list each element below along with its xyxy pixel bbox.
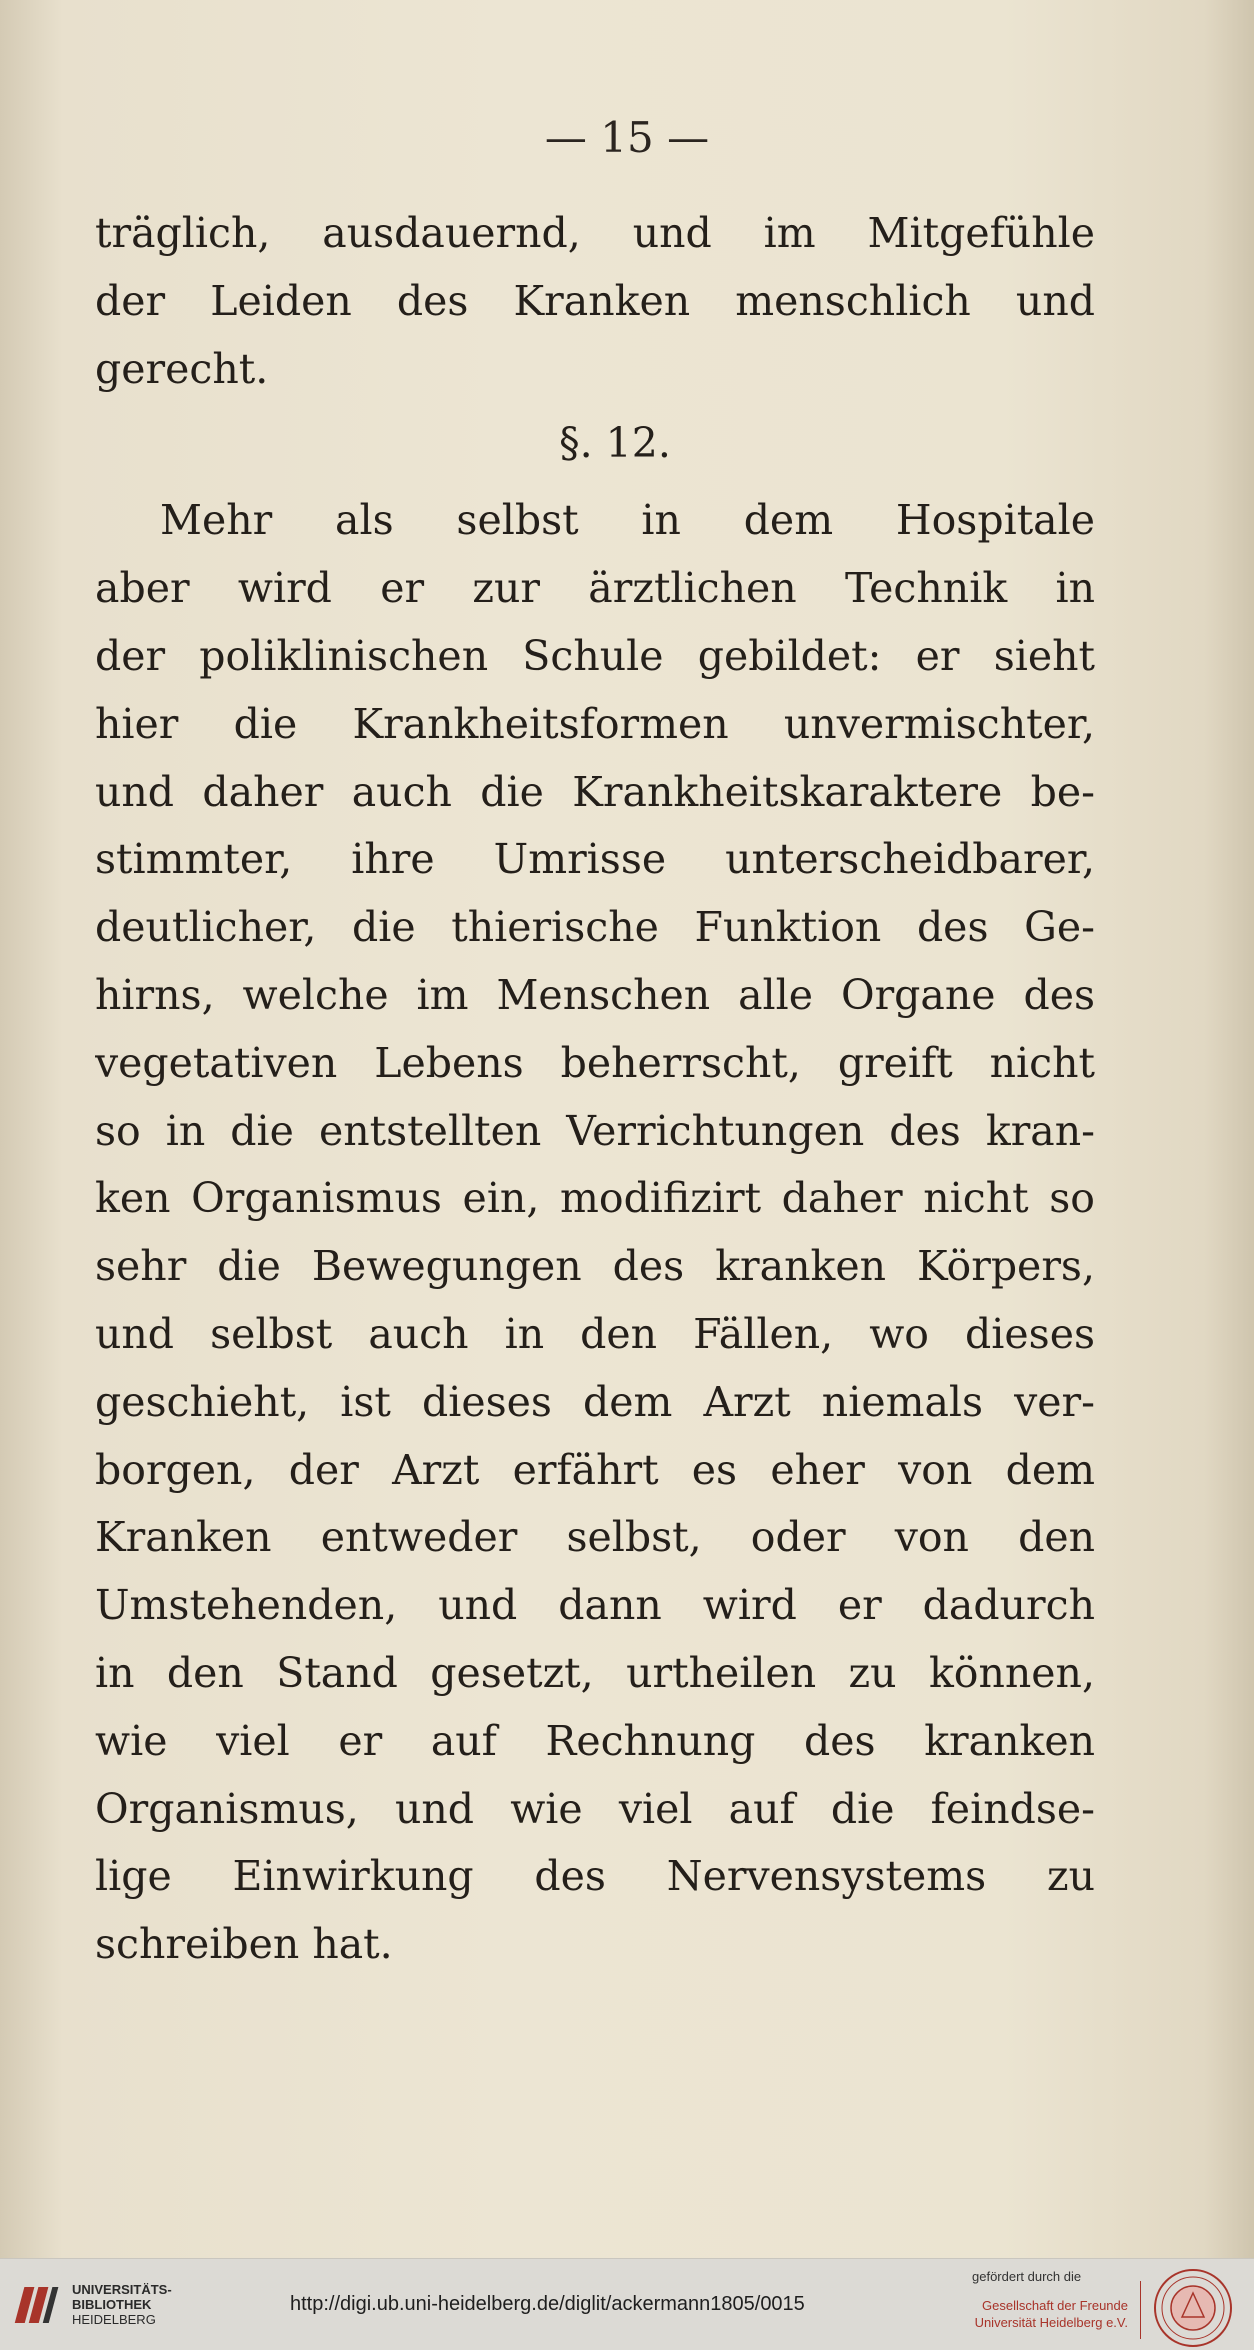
- text-line: Organismus, und wie viel auf die feindse-: [95, 1784, 1095, 1833]
- library-name-line: BIBLIOTHEK: [72, 2297, 152, 2312]
- library-name-line: UNIVERSITÄTS-: [72, 2282, 172, 2297]
- text-line: und daher auch die Krankheitskaraktere be-: [95, 767, 1095, 816]
- text-line: hier die Krankheitsformen unvermischter,: [95, 699, 1095, 748]
- text-line: hirns, welche im Menschen alle Organe des: [95, 970, 1095, 1019]
- text-line: stimmter, ihre Umrisse unterscheidbarer,: [95, 835, 1095, 884]
- text-line: und selbst auch in den Fällen, wo dieses: [95, 1309, 1095, 1358]
- text-line: ken Organismus ein, modifizirt daher nicht so: [95, 1174, 1095, 1223]
- text-line: so in die entstellten Verrichtungen des kran-: [95, 1106, 1095, 1155]
- text-line: Umstehenden, und dann wird er dadurch: [95, 1581, 1095, 1630]
- text-line: Kranken entweder selbst, oder von den: [95, 1513, 1095, 1562]
- text-line: träglich, ausdauernd, und im Mitgefühle: [95, 209, 1095, 257]
- library-logo-icon: [14, 2281, 62, 2329]
- text-line: wie viel er auf Rechnung des kranken: [95, 1716, 1095, 1765]
- page-number: — 15 —: [544, 113, 710, 162]
- text-line: deutlicher, die thierische Funktion des Ge-: [95, 903, 1095, 952]
- text-line: der Leiden des Kranken menschlich und: [95, 276, 1095, 325]
- body-text: [95, 200, 1095, 1979]
- library-name-line: HEIDELBERG: [72, 2312, 156, 2327]
- divider: [1140, 2281, 1141, 2339]
- sponsor-name-line: Gesellschaft der Freunde: [982, 2298, 1128, 2313]
- footer-bar: [0, 2258, 1254, 2350]
- text-line: Mehr als selbst in dem Hospitale: [160, 496, 1095, 545]
- text-line: vegetativen Lebens beherrscht, greift nicht: [95, 1038, 1095, 1087]
- library-name: [72, 2282, 172, 2327]
- text-line: lige Einwirkung des Nervensystems zu: [95, 1852, 1095, 1901]
- text-line: borgen, der Arzt erfährt es eher von dem: [95, 1445, 1095, 1494]
- sponsor-label: gefördert durch die: [972, 2269, 1082, 2284]
- university-seal-icon: [1152, 2267, 1234, 2349]
- text-line: aber wird er zur ärztlichen Technik in: [95, 564, 1095, 613]
- text-line: der poliklinischen Schule gebildet: er sieht: [95, 631, 1095, 680]
- section-heading: §. 12.: [559, 419, 671, 468]
- permalink-url[interactable]: http://digi.ub.uni-heidelberg.de/diglit/ackermann1805/0015: [290, 2293, 805, 2315]
- text-line: schreiben hat.: [95, 1920, 393, 1969]
- sponsor-name: [968, 2297, 1128, 2331]
- sponsor-name-line: Universität Heidelberg e.V.: [974, 2315, 1128, 2330]
- text-line: sehr die Bewegungen des kranken Körpers,: [95, 1242, 1095, 1291]
- text-line: in den Stand gesetzt, urtheilen zu können,: [95, 1648, 1095, 1697]
- text-line: gerecht.: [95, 344, 269, 393]
- text-line: geschieht, ist dieses dem Arzt niemals ver-: [95, 1377, 1095, 1426]
